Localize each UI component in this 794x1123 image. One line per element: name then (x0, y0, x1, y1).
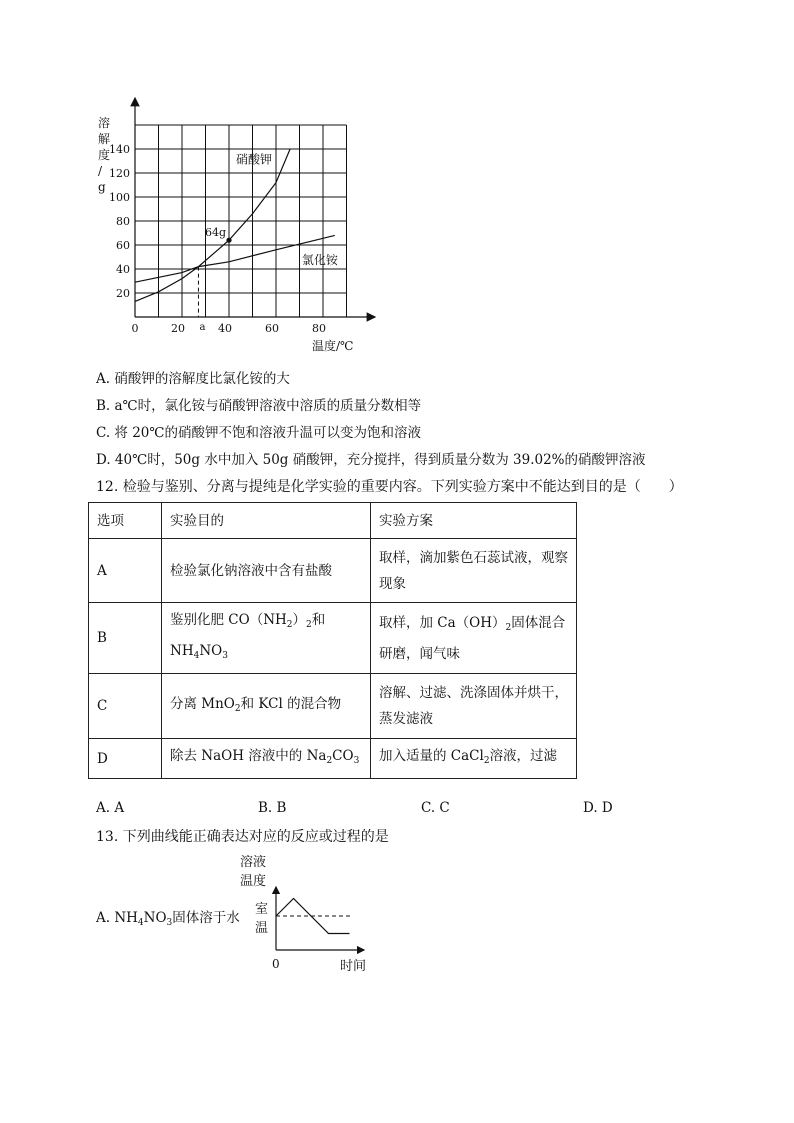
row-goal: 除去 NaOH 溶液中的 $Na_2CO_3$ (162, 739, 371, 779)
q13-x-tick-0: 0 (272, 957, 280, 971)
row-plan: 溶解、过滤、洗涤固体并烘干，蒸发滤液 (371, 674, 577, 739)
header-plan: 实验方案 (371, 503, 577, 539)
header-option: 选项 (89, 503, 162, 539)
x-axis-label: 温度/℃ (312, 339, 354, 353)
q13-ref-char-2: 温 (255, 921, 269, 936)
q12-answer-c: C. C (421, 800, 450, 816)
table-row (89, 674, 577, 739)
x-tick-label: 0 (131, 322, 139, 335)
solubility-chart (90, 92, 390, 357)
y-axis-label-char: g (98, 180, 106, 194)
y-tick-label: 140 (109, 143, 130, 156)
q12-stem: 12. 检验与鉴别、分离与提纯是化学实验的重要内容。下列实验方案中不能达到目的是（ ） (96, 479, 683, 495)
dissolution-temperature-chart (236, 852, 376, 977)
series-label-2: 氯化铵 (301, 253, 338, 268)
y-axis-label-char: 解 (98, 132, 111, 146)
table-row (89, 603, 577, 674)
chart-series (135, 149, 339, 301)
q11-option-c: C. 将 20℃的硝酸钾不饱和溶液升温可以变为饱和溶液 (96, 425, 422, 441)
y-tick-label: 120 (109, 167, 130, 180)
row-goal: 检验氯化钠溶液中含有盐酸 (162, 539, 371, 603)
row-plan: 加入适量的 CaCl$_2$溶液，过滤 (371, 739, 577, 779)
row-option: A (89, 539, 162, 603)
table-header-row (89, 503, 577, 539)
y-axis-label-char: 度 (98, 148, 111, 162)
y-tick-label: 20 (116, 287, 130, 300)
q11-option-d: D. 40℃时，50g 水中加入 50g 硝酸钾，充分搅拌，得到质量分数为 39.02%的硝酸钾溶液 (96, 452, 646, 468)
row-plan: 取样，滴加紫色石蕊试液，观察现象 (371, 539, 577, 603)
x-tick-label: 60 (265, 322, 279, 335)
row-plan: 取样，加 $Ca(OH)_2$固体混合研磨，闻气味 (371, 603, 577, 674)
y-tick-label: 100 (109, 191, 130, 204)
point-64g (226, 238, 231, 243)
q11-option-a: A. 硝酸钾的溶解度比氯化铵的大 (96, 371, 290, 387)
q13-ref-char-1: 室 (255, 902, 269, 917)
q12-answer-b: B. B (258, 800, 287, 816)
y-tick-labels (109, 143, 130, 300)
y-tick-label: 40 (116, 263, 130, 276)
q13-y-label-line2: 温度 (240, 874, 267, 889)
q13-room-temp-label (255, 902, 268, 936)
q13-x-axis-label: 时间 (340, 959, 367, 974)
q13-stem: 13. 下列曲线能正确表达对应的反应或过程的是 (96, 829, 389, 845)
q12-answer-a: A. A (96, 800, 125, 816)
y-tick-label: 60 (116, 239, 130, 252)
row-option: D (89, 739, 162, 779)
q12-answer-d: D. D (583, 800, 613, 816)
table-row (89, 539, 577, 603)
q13-y-label-line1: 溶液 (240, 855, 267, 870)
annotation-a: a (199, 322, 206, 333)
q13-y-axis-label (240, 854, 266, 889)
header-goal: 实验目的 (162, 503, 371, 539)
row-goal: 鉴别化肥 $CO(NH_2)_2$和 $NH_4NO_3$ (162, 603, 371, 674)
x-tick-label: 80 (312, 322, 326, 335)
y-tick-label: 80 (116, 215, 130, 228)
x-tick-labels (132, 322, 327, 335)
series-label-1: 硝酸钾 (236, 152, 273, 167)
x-tick-label: 20 (171, 322, 185, 335)
annotation-64g: 64g (205, 226, 227, 240)
table-row (89, 739, 577, 779)
experiment-table (88, 502, 577, 779)
q11-option-b: B. a℃时，氯化铵与硝酸钾溶液中溶质的质量分数相等 (96, 398, 422, 414)
row-goal: 分离 MnO$_2$和 KCl 的混合物 (162, 674, 371, 739)
row-option: B (89, 603, 162, 674)
x-tick-label: 40 (218, 322, 232, 335)
y-axis-label-char: 溶 (98, 116, 111, 130)
row-option: C (89, 674, 162, 739)
y-axis-label-char: / (98, 164, 103, 178)
q13-option-a-label: A. $NH_4NO_3$固体溶于水 (96, 910, 240, 928)
